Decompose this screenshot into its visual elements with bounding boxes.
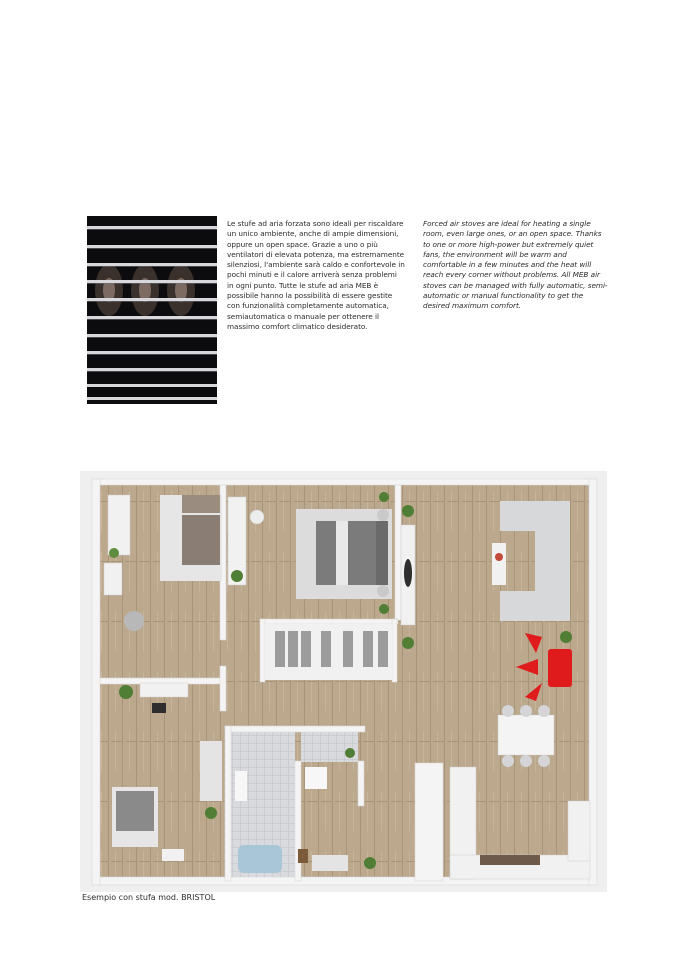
description-italian	[227, 219, 405, 332]
floor-plan-illustration	[80, 471, 607, 892]
description-english-text: Forced air stoves are ideal for heating a single room, even large ones, or an open space. Thanks to one or more high-power but extremely quiet fans, the environment will be warm and comfortable in a few minutes and the heat will reach every corner without problems. All MEB air stoves can be managed with fully automatic, semi-automatic or manual functionality to get the desired maximum comfort.	[423, 219, 608, 311]
description-english	[423, 219, 609, 312]
floor-plan-caption: Esempio con stufa mod. BRISTOL	[82, 893, 216, 902]
description-italian-text: Le stufe ad aria forzata sono ideali per riscaldare un unico ambiente, anche di ampie dimensioni, oppure un open space. Grazie a uno o più ventilatori di elevata potenza, ma estremamente silenziosi, l'ambiente sarà caldo e confortevole in pochi minuti e il calore arriverà senza problemi in ogni punto. Tutte le stufe ad aria MEB è possibile hanno la possibilità di essere gestite con funzionalità completamente automatica, semiautomatica o manuale per ottenere il massimo comfort climatico desiderato.	[227, 219, 405, 331]
stove-fan-photo	[87, 216, 217, 404]
